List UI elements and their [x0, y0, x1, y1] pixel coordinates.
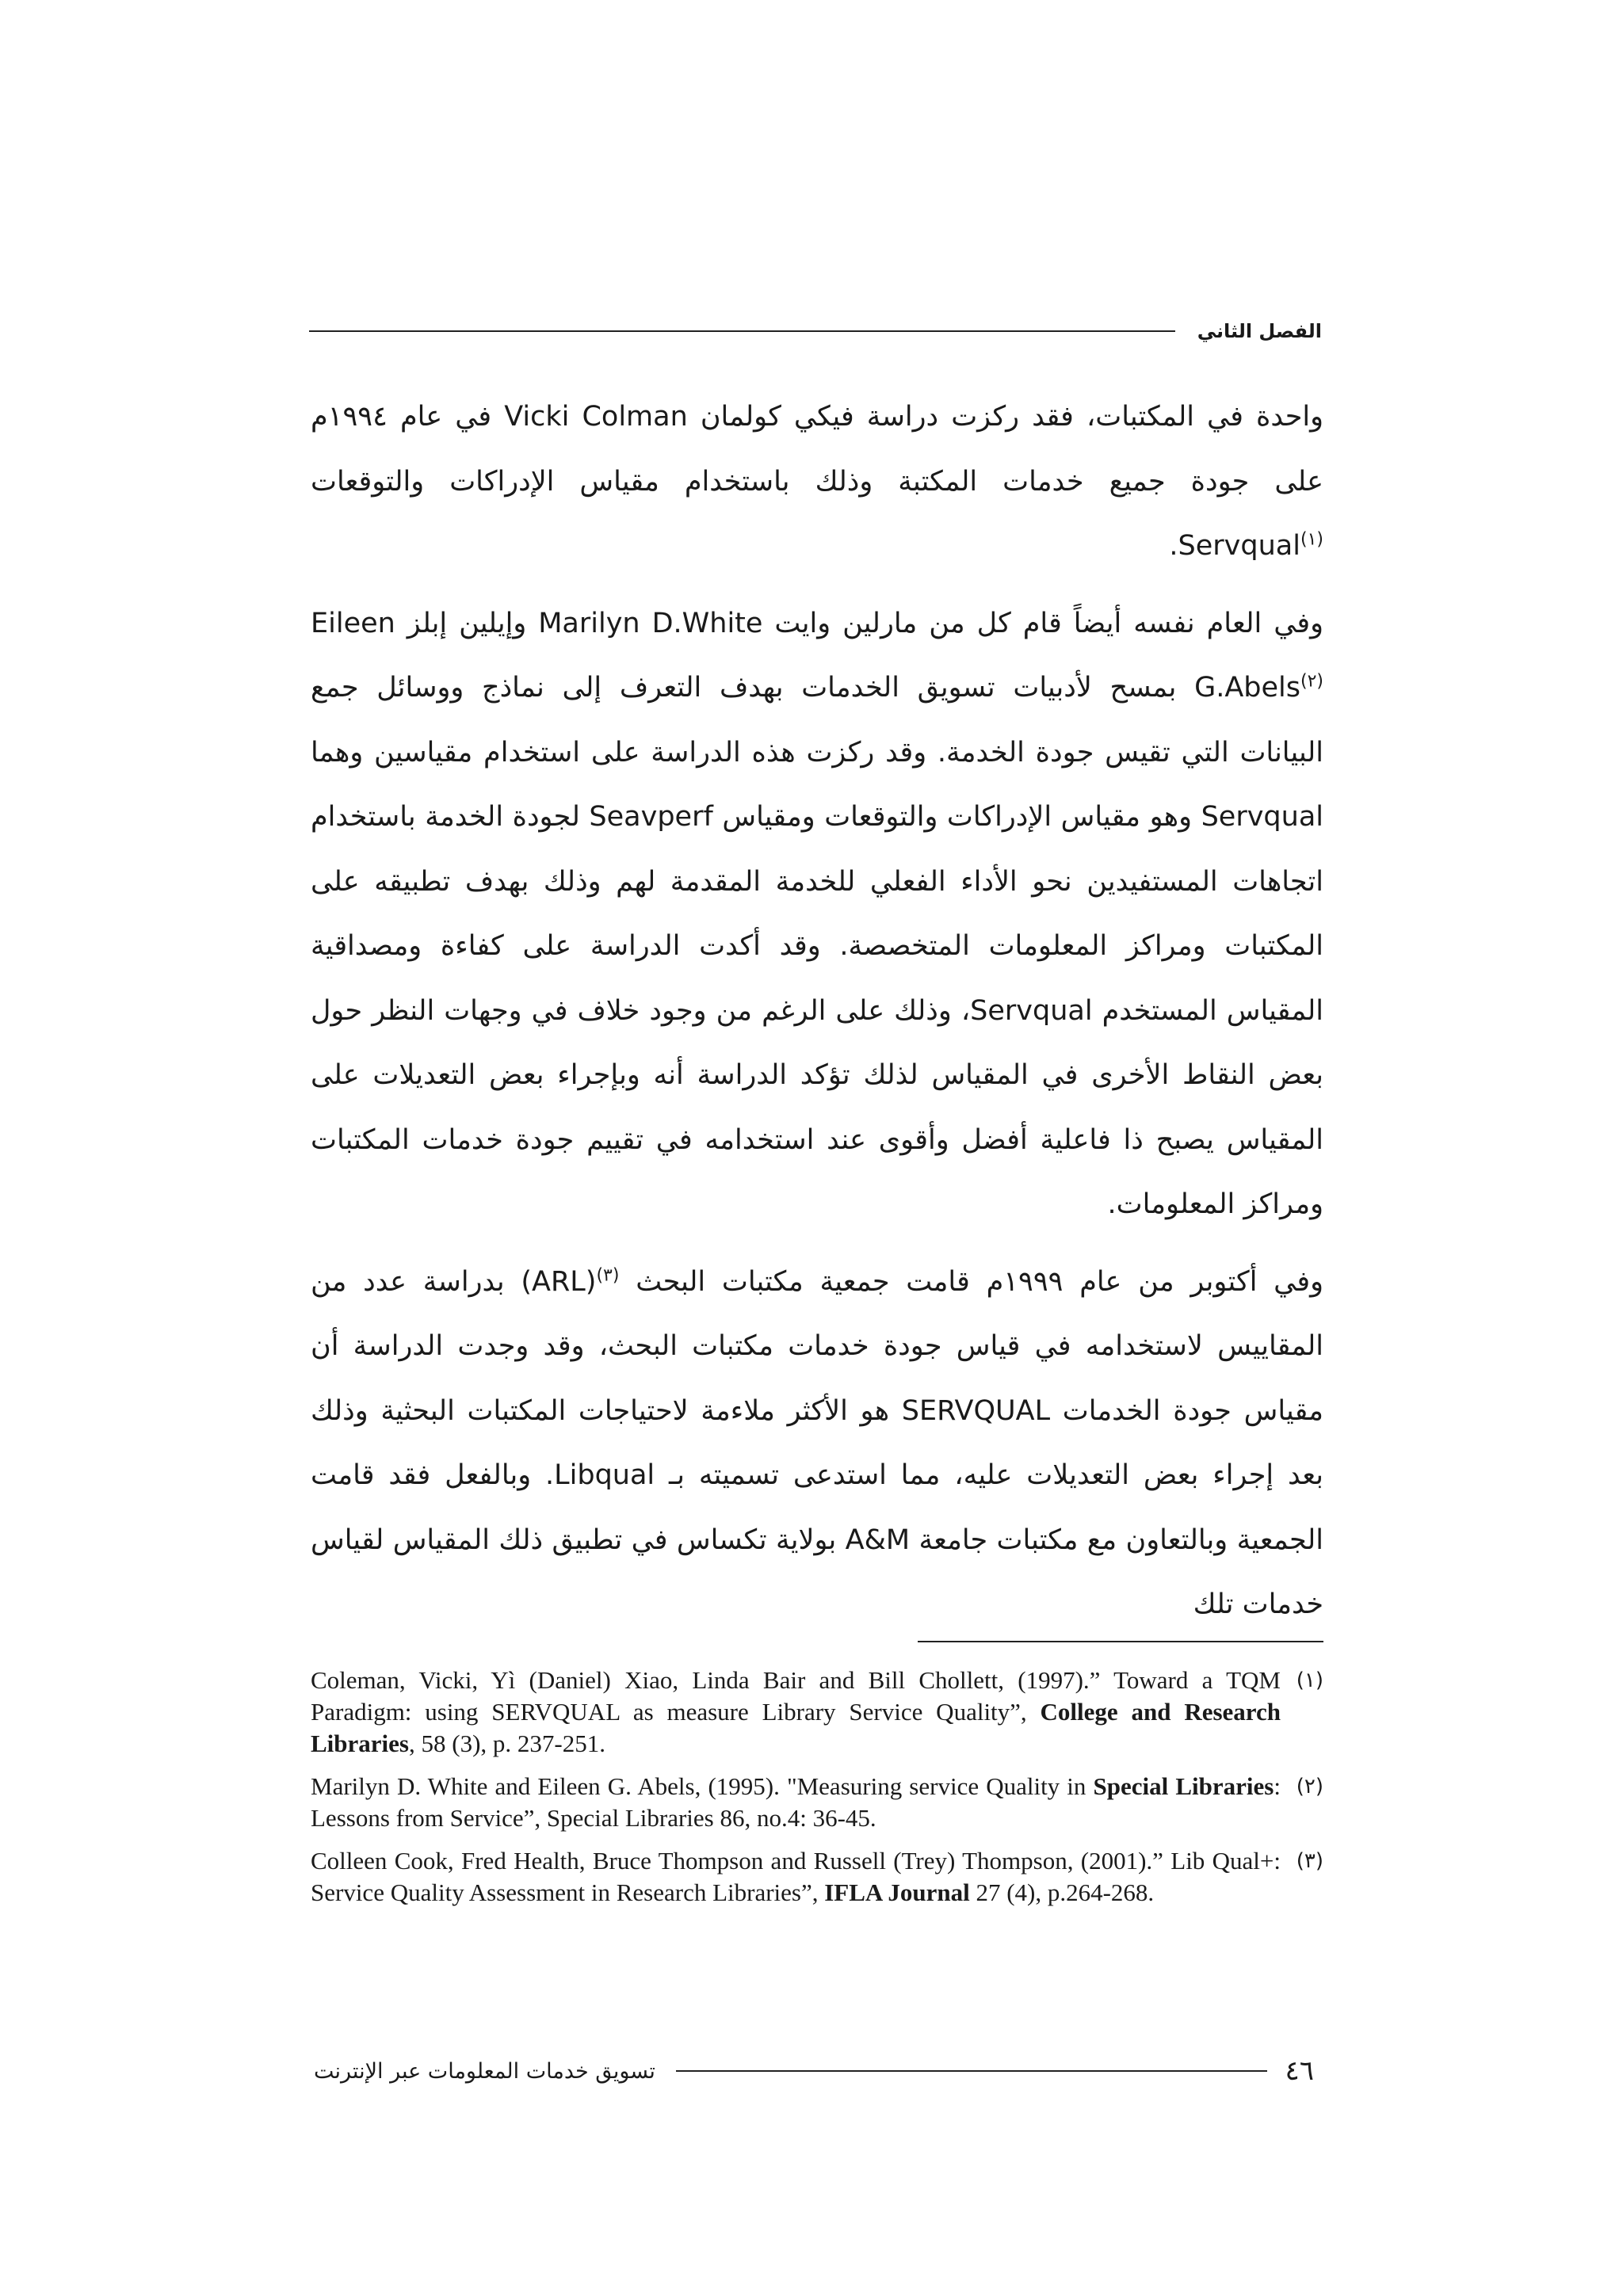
paragraph-2-text: وهو مقياس الإدراكات والتوقعات ومقياس: [712, 801, 1201, 833]
paragraph-3: [311, 1250, 1323, 1638]
footnote-text: Colleen Cook, Fred Health, Bruce Thompson and Russell (Trey) Thompson, (2001).” Lib Qual+: Service Quality Assessment in Research Libraries”,: [311, 1847, 1281, 1906]
latin-term: Libqual: [554, 1459, 655, 1491]
latin-term-text: Servqual: [1178, 530, 1300, 562]
footnote-text: Marilyn D. White and Eileen G. Abels, (1995). "Measuring service Quality in: [311, 1772, 1094, 1800]
footnote-3: [311, 1845, 1323, 1909]
footnote-2: [311, 1771, 1323, 1834]
latin-term: Servqual: [970, 994, 1093, 1027]
paragraph-2-text: وإيلين إبلز: [395, 607, 539, 639]
latin-term: Seavperf: [589, 801, 713, 833]
paragraph-2: [311, 592, 1323, 1238]
body-text: [311, 385, 1323, 1638]
header-rule: [309, 330, 1175, 332]
footnote-number: (٢): [1296, 1775, 1323, 1798]
footnote-journal: College and Research Libraries: [311, 1698, 1281, 1757]
paragraph-3-text: هو الأكثر ملاءمة لاحتياجات المكتبات البحثية وذلك بعد إجراء بعض التعديلات عليه، مما استدعى تسميته بـ: [311, 1394, 1324, 1491]
paragraph-2-text: لجودة الخدمة باستخدام اتجاهات المستفيدين نحو الأداء الفعلي للخدمة المقدمة لهم وذلك بهدف تطبيقه على المكتبات ومراكز المعلومات المتخصصة. وقد أكدت الدراسة على كفاءة ومصداقية المقياس المستخدم: [311, 801, 1324, 1027]
book-title: تسويق خدمات المعلومات عبر الإنترنت: [314, 2058, 655, 2084]
paragraph-3-text: . وبالفعل فقد قامت الجمعية وبالتعاون مع مكتبات جامعة: [311, 1459, 1323, 1556]
footnotes: [311, 1665, 1323, 1920]
footnote-rule: [918, 1641, 1323, 1642]
latin-term-text: Eileen G.Abels: [311, 607, 1300, 704]
latin-term: Vicki Colman: [504, 401, 688, 433]
running-foot: [314, 2049, 1314, 2093]
paragraph-1-end: .: [1169, 530, 1178, 562]
footnote-text: 27 (4), p.264-268.: [969, 1878, 1155, 1906]
paragraph-3-text: بدراسة عدد من المقاييس لاستخدامه في قياس جودة خدمات مكتبات البحث، وقد وجدت الدراسة أن مقياس جودة الخدمات: [311, 1265, 1324, 1427]
footer-rule: [676, 2070, 1268, 2072]
footnote-number: (١): [1296, 1669, 1323, 1692]
paragraph-2-text: بمسح لأدبيات تسويق الخدمات بهدف التعرف إلى نماذج ووسائل جمع البيانات التي تقيس جودة الخدمة. وقد ركزت هذه الدراسة على استخدام مقياسين وهما: [311, 672, 1323, 769]
latin-term: SERVQUAL: [901, 1394, 1051, 1427]
latin-term-text: (ARL): [521, 1265, 597, 1298]
footnote-ref: (١): [1300, 529, 1323, 550]
paragraph-1-text: في عام ١٩٩٤م على جودة جميع خدمات المكتبة وذلك باستخدام مقياس الإدراكات والتوقعات: [311, 401, 1323, 498]
footnote-text: , 58 (3), p. 237-251.: [409, 1730, 605, 1757]
running-head: [309, 314, 1322, 349]
latin-term: Servqual: [1201, 801, 1323, 833]
paragraph-2-text: وفي العام نفسه أيضاً قام كل من مارلين وايت: [762, 607, 1323, 639]
footnote-ref: (٢): [1300, 671, 1323, 692]
footnote-number: (٣): [1296, 1849, 1323, 1873]
footnote-text: : Lessons from Service”, Special Libraries 86, no.4: 36-45.: [311, 1772, 1281, 1832]
footnote-journal: Special Libraries: [1093, 1772, 1274, 1800]
paragraph-1-text: واحدة في المكتبات، فقد ركزت دراسة فيكي كولمان: [687, 401, 1324, 433]
chapter-title: الفصل الثاني: [1197, 320, 1322, 342]
footnote-journal: IFLA Journal: [824, 1878, 970, 1906]
latin-term: Marilyn D.White: [538, 607, 763, 639]
footnote-1: [311, 1665, 1323, 1760]
latin-term: [1178, 530, 1323, 562]
page-number: ٤٦: [1285, 2055, 1314, 2087]
latin-term: A&M: [845, 1524, 911, 1556]
paragraph-2-text: ، وذلك على الرغم من وجود خلاف في وجهات النظر حول بعض النقاط الأخرى في المقياس لذلك تؤكد الدراسة أنه وبإجراء بعض التعديلات على المقياس يصبح ذا فاعلية أفضل وأقوى عند استخدامه في تقييم جودة خدمات المكتبات ومراكز المعلومات.: [311, 994, 1323, 1220]
footnote-ref: (٣): [596, 1264, 620, 1285]
paragraph-3-text: وفي أكتوبر من عام ١٩٩٩م قامت جمعية مكتبات البحث: [619, 1265, 1323, 1298]
footnote-text: Coleman, Vicki, Yì (Daniel) Xiao, Linda Bair and Bill Chollett, (1997).” Toward a TQM Paradigm: using SERVQUAL as measure Library Service Quality”,: [311, 1666, 1281, 1726]
paragraph-1: [311, 385, 1323, 579]
paragraph-3-text: بولاية تكساس في تطبيق ذلك المقياس لقياس خدمات تلك: [311, 1524, 1323, 1620]
latin-term: [521, 1266, 619, 1298]
